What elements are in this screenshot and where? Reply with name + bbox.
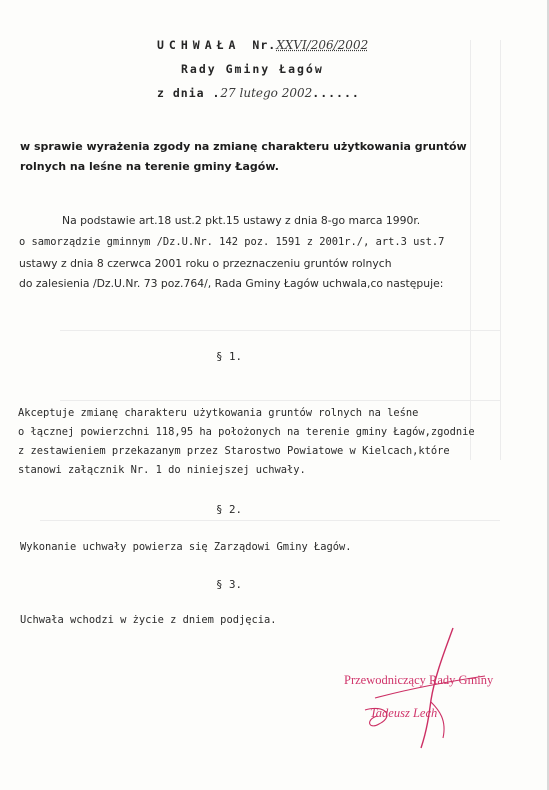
section-2-line-1: Wykonanie uchwały powierza się Zarządowi Gminy Łagów. bbox=[20, 541, 352, 553]
preamble-line-4: do zalesienia /Dz.U.Nr. 73 poz.764/, Rada Gminy Łagów uchwala,co następuje: bbox=[19, 277, 444, 290]
section-1-heading: § 1. bbox=[216, 350, 243, 363]
bleed-line bbox=[60, 330, 500, 331]
preamble-line-3: ustawy z dnia 8 czerwca 2001 roku o przeznaczeniu gruntów rolnych bbox=[19, 257, 392, 270]
bleed-line bbox=[470, 40, 471, 460]
stamp-title: Przewodniczący Rady Gminy bbox=[344, 673, 494, 687]
section-3-line-1: Uchwała wchodzi w życie z dniem podjęcia. bbox=[20, 614, 277, 626]
bleed-line bbox=[40, 520, 500, 521]
document-title bbox=[157, 38, 368, 52]
bleed-line bbox=[500, 40, 501, 460]
date-line bbox=[157, 86, 360, 100]
resolution-number: XXVI/206/2002 bbox=[276, 38, 369, 52]
signature bbox=[335, 620, 525, 760]
section-1-line-3: z zestawieniem przekazanym przez Starostwo Powiatowe w Kielcach,które bbox=[18, 445, 450, 457]
date-prefix: z dnia bbox=[157, 86, 205, 100]
date-dots-left: . bbox=[212, 86, 221, 100]
title-word: UCHWAŁA bbox=[157, 38, 241, 52]
section-3-heading: § 3. bbox=[216, 578, 243, 591]
preamble-line-2: o samorządzie gminnym /Dz.U.Nr. 142 poz. 1591 z 2001r./, art.3 ust.7 bbox=[19, 236, 445, 248]
date-dots-right: ...... bbox=[312, 86, 360, 100]
issuer: Rady Gminy Łagów bbox=[181, 62, 324, 76]
number-label: Nr. bbox=[252, 38, 277, 52]
subject-line-2: rolnych na leśne na terenie gminy Łagów. bbox=[20, 160, 279, 173]
section-1-line-2: o łącznej powierzchni 118,95 ha położonych na terenie gminy Łagów,zgodnie bbox=[18, 426, 475, 438]
bleed-line bbox=[60, 400, 500, 401]
date-value: 27 lutego 2002 bbox=[220, 86, 313, 100]
section-1-line-4: stanowi załącznik Nr. 1 do niniejszej uchwały. bbox=[18, 464, 306, 476]
section-1-line-1: Akceptuje zmianę charakteru użytkowania gruntów rolnych na leśne bbox=[18, 407, 419, 419]
preamble-line-1: Na podstawie art.18 ust.2 pkt.15 ustawy z dnia 8-go marca 1990r. bbox=[62, 214, 421, 227]
stamp-name: Tadeusz Lech bbox=[370, 706, 438, 720]
subject-line-1: w sprawie wyrażenia zgody na zmianę charakteru użytkowania gruntów bbox=[20, 140, 467, 153]
section-2-heading: § 2. bbox=[216, 503, 243, 516]
